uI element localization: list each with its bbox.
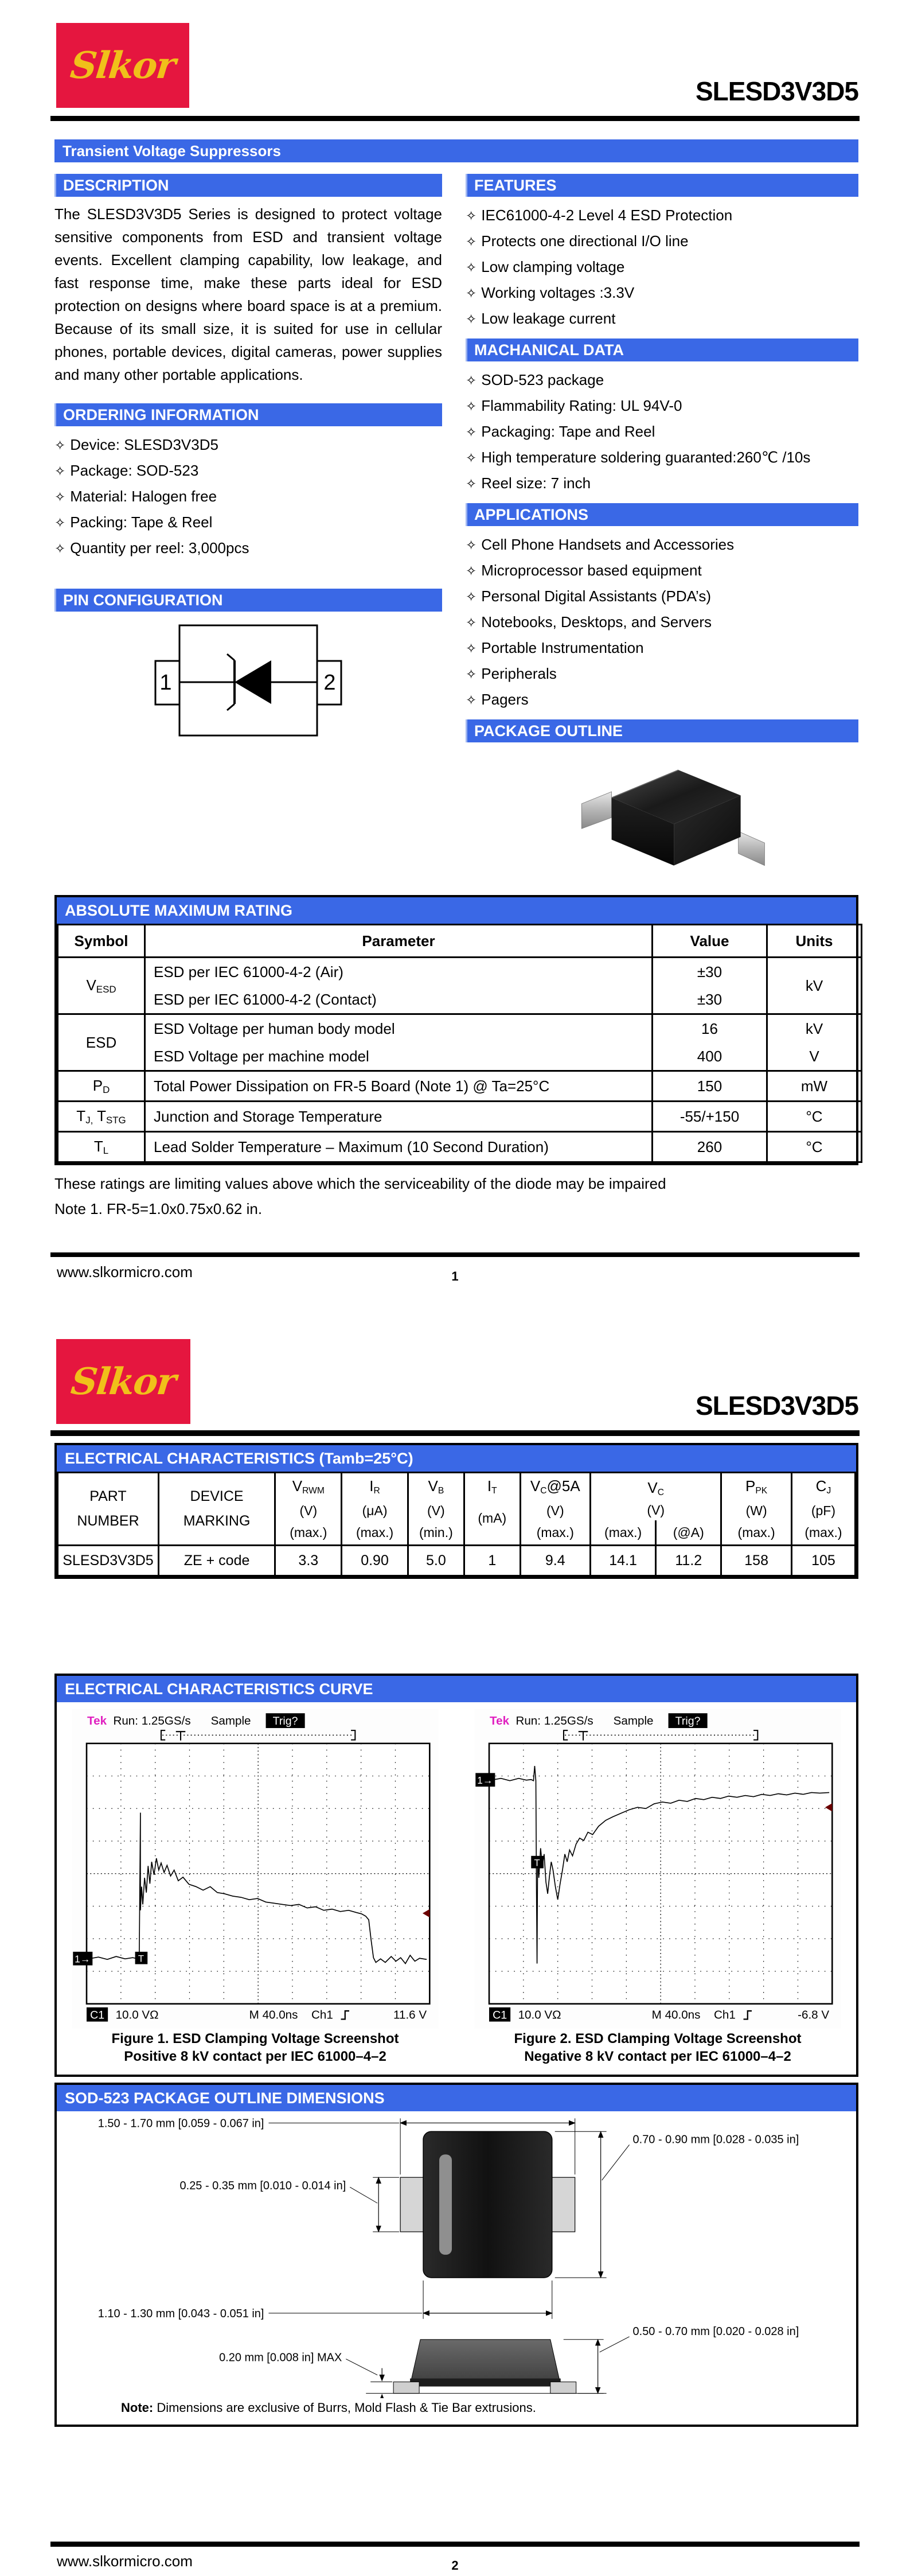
ordering-item: Device: SLESD3V3D5 bbox=[70, 436, 218, 453]
list-item bbox=[466, 280, 858, 306]
dim-standoff-label: 0.20 mm [0.008 in] MAX bbox=[219, 2351, 342, 2364]
vrwm-value: 3.3 bbox=[275, 1546, 342, 1576]
col-header-it: $I_T$ (mA) bbox=[464, 1473, 520, 1546]
dimension-leader bbox=[602, 2145, 630, 2180]
diamond-bullet-icon: ✧ bbox=[466, 692, 477, 707]
unit-cell: mW bbox=[767, 1071, 862, 1102]
dimension-leader bbox=[350, 2187, 377, 2203]
scope-run-text: Run: 1.25GS/s bbox=[515, 1714, 593, 1727]
caption-line: Figure 1. ESD Clamping Voltage Screenshot bbox=[111, 2031, 399, 2046]
value-cell: -55/+150 bbox=[653, 1102, 767, 1132]
diamond-bullet-icon: ✧ bbox=[54, 464, 66, 478]
list-item bbox=[466, 254, 858, 280]
diamond-bullet-icon: ✧ bbox=[466, 286, 477, 301]
ir-value: 0.90 bbox=[342, 1546, 408, 1576]
col-header-device-marking: DEVICE MARKING bbox=[158, 1473, 275, 1546]
description-text: The SLESD3V3D5 Series is designed to protect voltage sensitive components from ESD and transient voltage events. Excellent clamping capability, low leakage, and fast response time, make these parts ideal for ESD protection on designs where board space is at a premium. Because of its small size, it is suited for use in cellular phones, portable devices, digital cameras, power supplies and many other portable applications. bbox=[54, 205, 442, 383]
symbol-tj-tstg: $T_{J,}$ $T_{STG}$ bbox=[58, 1102, 145, 1132]
diamond-bullet-icon: ✧ bbox=[466, 476, 477, 491]
package-outline-heading: PACKAGE OUTLINE bbox=[466, 719, 858, 742]
applications-heading: APPLICATIONS bbox=[466, 503, 858, 526]
left-column bbox=[54, 174, 442, 738]
unit-cell: °C bbox=[767, 1102, 862, 1132]
list-item bbox=[466, 228, 858, 254]
mechanical-list bbox=[466, 367, 858, 496]
diamond-bullet-icon: ✧ bbox=[466, 312, 477, 326]
package-body-side-view bbox=[410, 2340, 561, 2386]
parameter-cell: Lead Solder Temperature – Maximum (10 Second Duration) bbox=[145, 1132, 653, 1162]
ordering-item: Packing: Tape & Reel bbox=[70, 513, 213, 531]
package-dimension-drawing bbox=[57, 2111, 855, 2398]
feature-item: Low leakage current bbox=[481, 310, 616, 327]
description-heading: DESCRIPTION bbox=[54, 174, 442, 197]
table-row bbox=[58, 1014, 862, 1071]
body-base-strip bbox=[410, 2379, 561, 2387]
diamond-bullet-icon: ✧ bbox=[54, 489, 66, 504]
table-row bbox=[58, 1132, 862, 1162]
note-text: Dimensions are exclusive of Burrs, Mold Flash & Tie Bar extrusions. bbox=[153, 2400, 536, 2415]
value-cell: 16 400 bbox=[653, 1014, 767, 1071]
symbol-pd: $P_D$ bbox=[58, 1071, 145, 1102]
diamond-bullet-icon: ✧ bbox=[466, 208, 477, 223]
page-title: SLESD3V3D5 bbox=[695, 76, 858, 106]
table-row bbox=[58, 1102, 862, 1132]
package-dimensions-heading: SOD-523 PACKAGE OUTLINE DIMENSIONS bbox=[57, 2085, 856, 2111]
caption-line: Positive 8 kV contact per IEC 61000–4–2 bbox=[124, 2049, 386, 2064]
col-header-vc-at-5a: $V_C@5A$ (V) (max.) bbox=[520, 1473, 591, 1546]
application-item: Notebooks, Desktops, and Servers bbox=[481, 613, 712, 631]
list-item bbox=[466, 470, 858, 496]
col-header-symbol: Symbol bbox=[58, 925, 145, 958]
list-item bbox=[466, 419, 858, 445]
parameter-cell: ESD per IEC 61000-4-2 (Air) ESD per IEC 61000-4-2 (Contact) bbox=[145, 958, 653, 1014]
application-item: Microprocessor based equipment bbox=[481, 562, 702, 579]
diamond-bullet-icon: ✧ bbox=[466, 234, 477, 249]
it-value: 1 bbox=[464, 1546, 520, 1576]
parameter-cell: ESD Voltage per human body model ESD Voltage per machine model bbox=[145, 1014, 653, 1071]
note-label: Note: bbox=[121, 2400, 154, 2415]
diamond-bullet-icon: ✧ bbox=[466, 615, 477, 630]
diamond-bullet-icon: ✧ bbox=[466, 641, 477, 656]
lead-foot-right bbox=[550, 2382, 576, 2394]
list-item bbox=[54, 535, 442, 561]
pin1-label: 1 bbox=[159, 671, 172, 695]
pin-configuration-heading: PIN CONFIGURATION bbox=[54, 589, 442, 612]
figure-2 bbox=[474, 1709, 841, 2065]
cathode-band-slot bbox=[439, 2154, 452, 2255]
diamond-bullet-icon: ✧ bbox=[466, 450, 477, 465]
symbol-esd: ESD bbox=[58, 1014, 145, 1071]
features-heading: FEATURES bbox=[466, 174, 858, 197]
volts-per-div-readout: 10.0 VΩ bbox=[115, 2008, 159, 2022]
scope-figures bbox=[57, 1702, 856, 2075]
list-item bbox=[466, 532, 858, 558]
ec-table-box bbox=[54, 1443, 858, 1579]
trigger-source-readout: Ch1 bbox=[311, 2008, 333, 2022]
list-item bbox=[466, 393, 858, 419]
value-cell: ±30 ±30 bbox=[653, 958, 767, 1014]
tek-logo-text: Tek bbox=[490, 1714, 510, 1727]
dim-side-height-label: 0.50 - 0.70 mm [0.020 - 0.028 in] bbox=[632, 2325, 799, 2338]
curves-section-box bbox=[54, 1674, 858, 2077]
applications-list bbox=[466, 532, 858, 713]
vc-max-value: 14.1 bbox=[591, 1546, 656, 1576]
diamond-bullet-icon: ✧ bbox=[466, 399, 477, 414]
ec-heading: ELECTRICAL CHARACTERISTICS (Tamb=25°C) bbox=[57, 1445, 856, 1472]
diamond-bullet-icon: ✧ bbox=[466, 667, 477, 682]
trigger-source-readout: Ch1 bbox=[713, 2008, 736, 2022]
page-title: SLESD3V3D5 bbox=[695, 1391, 858, 1421]
symbol-vesd: $V_{ESD}$ bbox=[58, 958, 145, 1014]
ordering-list bbox=[54, 432, 442, 561]
col-header-ir: $I_R$ (μA) (max.) bbox=[342, 1473, 408, 1546]
banner-transient-voltage-suppressors: Transient Voltage Suppressors bbox=[54, 139, 858, 162]
scope-mode-text: Sample bbox=[613, 1714, 654, 1727]
dim-body-width-label: 1.10 - 1.30 mm [0.043 - 0.051 in] bbox=[97, 2307, 264, 2320]
value-cell: 150 bbox=[653, 1071, 767, 1102]
amr-table bbox=[57, 924, 862, 1163]
header-rule bbox=[50, 116, 860, 121]
col-header-vrwm: $V_{RWM}$ (V) (max.) bbox=[275, 1473, 342, 1546]
header-rule bbox=[50, 1430, 860, 1436]
sod523-package-3d-image bbox=[556, 749, 768, 869]
col-header-vb: $V_B$ (V) (min.) bbox=[408, 1473, 464, 1546]
mechanical-data-heading: MACHANICAL DATA bbox=[466, 338, 858, 361]
curves-heading: ELECTRICAL CHARACTERISTICS CURVE bbox=[57, 1676, 856, 1702]
scope-mode-text: Sample bbox=[210, 1714, 251, 1727]
channel1-marker-label: 1→ bbox=[75, 1953, 91, 1965]
dimension-leader bbox=[600, 2337, 630, 2352]
list-item bbox=[466, 558, 858, 583]
diamond-bullet-icon: ✧ bbox=[466, 425, 477, 439]
slkor-logo bbox=[56, 23, 189, 108]
cj-value: 105 bbox=[791, 1546, 855, 1576]
ordering-item: Material: Halogen free bbox=[70, 488, 217, 505]
package-lead-right bbox=[738, 831, 764, 865]
list-item bbox=[54, 484, 442, 509]
scope-run-text: Run: 1.25GS/s bbox=[113, 1714, 191, 1727]
application-item: Pagers bbox=[481, 691, 529, 708]
dim-body-height-label: 0.70 - 0.90 mm [0.028 - 0.035 in] bbox=[632, 2133, 799, 2146]
col-header-parameter: Parameter bbox=[145, 925, 653, 958]
dim-total-width-label: 1.50 - 1.70 mm [0.059 - 0.067 in] bbox=[97, 2117, 264, 2130]
dimension-leader bbox=[346, 2359, 377, 2375]
ec-header-row bbox=[58, 1473, 856, 1546]
amr-table-box bbox=[54, 895, 858, 1165]
vc-at-a-value: 11.2 bbox=[656, 1546, 721, 1576]
trigger-level-readout: 11.6 V bbox=[393, 2008, 427, 2022]
col-header-vc: $V_C$ (V) (max.) (@A) bbox=[591, 1473, 721, 1546]
application-item: Peripherals bbox=[481, 665, 557, 682]
amr-heading: ABSOLUTE MAXIMUM RATING bbox=[57, 897, 856, 924]
col-header-ppk: $P_{PK}$ (W) (max.) bbox=[721, 1473, 792, 1546]
slkor-logo-text: Slkor bbox=[69, 1360, 178, 1403]
col-header-units: Units bbox=[767, 925, 862, 958]
dim-lead-width-label: 0.25 - 0.35 mm [0.010 - 0.014 in] bbox=[179, 2180, 346, 2193]
oscilloscope-screenshot-positive bbox=[72, 1709, 439, 2029]
figure-1 bbox=[72, 1709, 439, 2065]
rating-note: These ratings are limiting values above which the serviceability of the diode may be impaired bbox=[54, 1175, 666, 1192]
footnote-1: Note 1. FR-5=1.0x0.75x0.62 in. bbox=[54, 1200, 263, 1217]
value-cell: 260 bbox=[653, 1132, 767, 1162]
list-item bbox=[466, 367, 858, 393]
part-number-value: SLESD3V3D5 bbox=[58, 1546, 159, 1576]
feature-item: Protects one directional I/O line bbox=[481, 232, 689, 250]
diamond-bullet-icon: ✧ bbox=[466, 373, 477, 388]
lead-left bbox=[400, 2177, 423, 2232]
application-item: Portable Instrumentation bbox=[481, 639, 644, 656]
diamond-bullet-icon: ✧ bbox=[466, 538, 477, 552]
features-list bbox=[466, 203, 858, 332]
slkor-logo-text: Slkor bbox=[68, 44, 177, 87]
ordering-information-heading: ORDERING INFORMATION bbox=[54, 403, 442, 426]
feature-item: Low clamping voltage bbox=[481, 258, 625, 275]
package-note bbox=[121, 2400, 856, 2415]
list-item bbox=[466, 609, 858, 635]
symbol-tl: $T_L$ bbox=[58, 1132, 145, 1162]
vc5a-value: 9.4 bbox=[520, 1546, 591, 1576]
volts-per-div-readout: 10.0 VΩ bbox=[518, 2008, 561, 2022]
slkor-logo bbox=[56, 1339, 190, 1424]
figure-1-caption bbox=[72, 2030, 439, 2065]
mechanical-item: Flammability Rating: UL 94V-0 bbox=[481, 397, 682, 414]
oscilloscope-screenshot-negative bbox=[474, 1709, 841, 2029]
list-item bbox=[466, 445, 858, 470]
unit-cell: kV V bbox=[767, 1014, 862, 1071]
timebase-readout: M 40.0ns bbox=[249, 2008, 298, 2022]
ppk-value: 158 bbox=[721, 1546, 792, 1576]
ec-data-row bbox=[58, 1546, 856, 1576]
diamond-bullet-icon: ✧ bbox=[466, 260, 477, 275]
list-item bbox=[54, 432, 442, 458]
caption-line: Figure 2. ESD Clamping Voltage Screenshot bbox=[514, 2031, 802, 2046]
lead-foot-left bbox=[393, 2382, 419, 2394]
list-item bbox=[466, 203, 858, 228]
feature-item: Working voltages :3.3V bbox=[481, 284, 635, 301]
list-item bbox=[54, 458, 442, 484]
datasheet-page-2 bbox=[0, 1288, 910, 2576]
footer-rule bbox=[50, 1252, 860, 1257]
device-marking-value: ZE + code bbox=[158, 1546, 275, 1576]
mechanical-item: Reel size: 7 inch bbox=[481, 474, 591, 492]
list-item bbox=[466, 583, 858, 609]
table-row bbox=[58, 1071, 862, 1102]
electrical-characteristics-section bbox=[54, 1443, 858, 1579]
caption-line: Negative 8 kV contact per IEC 61000–4–2 bbox=[524, 2049, 791, 2064]
channel1-readout-label: C1 bbox=[90, 2009, 105, 2022]
list-item bbox=[54, 509, 442, 535]
trigger-point-label: T bbox=[138, 1954, 144, 1964]
page-number: 2 bbox=[451, 2558, 459, 2573]
trigger-point-label: T bbox=[534, 1858, 540, 1869]
trig-badge-text: Trig? bbox=[675, 1714, 701, 1727]
table-header-row bbox=[58, 925, 862, 958]
mechanical-item: High temperature soldering guaranted:260℃ /10s bbox=[481, 449, 811, 466]
list-item bbox=[466, 635, 858, 661]
ordering-item: Quantity per reel: 3,000pcs bbox=[70, 539, 249, 557]
trigger-level-readout: -6.8 V bbox=[798, 2008, 830, 2022]
absolute-maximum-rating-section bbox=[54, 895, 858, 1221]
table-row bbox=[58, 958, 862, 1014]
diamond-bullet-icon: ✧ bbox=[466, 589, 477, 604]
package-lead-left bbox=[581, 792, 611, 828]
list-item bbox=[466, 687, 858, 713]
col-header-part-number: PART NUMBER bbox=[58, 1473, 159, 1546]
trig-badge-text: Trig? bbox=[272, 1714, 298, 1727]
application-item: Cell Phone Handsets and Accessories bbox=[481, 536, 735, 553]
diamond-bullet-icon: ✧ bbox=[54, 541, 66, 556]
channel1-readout-label: C1 bbox=[493, 2009, 507, 2022]
parameter-cell: Junction and Storage Temperature bbox=[145, 1102, 653, 1132]
diamond-bullet-icon: ✧ bbox=[54, 438, 66, 453]
amr-notes bbox=[54, 1171, 858, 1221]
pin-configuration-diagram bbox=[128, 621, 369, 738]
list-item bbox=[466, 661, 858, 687]
timebase-readout: M 40.0ns bbox=[651, 2008, 701, 2022]
diamond-bullet-icon: ✧ bbox=[466, 563, 477, 578]
channel1-marker-label: 1→ bbox=[477, 1774, 493, 1786]
feature-item: IEC61000-4-2 Level 4 ESD Protection bbox=[481, 207, 733, 224]
lead-right bbox=[552, 2177, 575, 2232]
unit-cell: °C bbox=[767, 1132, 862, 1162]
vb-value: 5.0 bbox=[408, 1546, 464, 1576]
page-number: 1 bbox=[451, 1269, 459, 1283]
mechanical-item: Packaging: Tape and Reel bbox=[481, 423, 655, 440]
col-header-cj: $C_J$ (pF) (max.) bbox=[791, 1473, 855, 1546]
tek-logo-text: Tek bbox=[87, 1714, 107, 1727]
list-item bbox=[466, 306, 858, 332]
diamond-bullet-icon: ✧ bbox=[54, 515, 66, 530]
right-column bbox=[466, 174, 858, 869]
pin2-label: 2 bbox=[323, 671, 336, 695]
col-header-value: Value bbox=[653, 925, 767, 958]
package-dimensions-box bbox=[54, 2083, 858, 2427]
figure-2-caption bbox=[474, 2030, 841, 2065]
ec-table bbox=[57, 1472, 856, 1577]
mechanical-item: SOD-523 package bbox=[481, 371, 604, 388]
footer-url: www.slkormicro.com bbox=[57, 2552, 193, 2570]
ordering-item: Package: SOD-523 bbox=[70, 462, 199, 479]
application-item: Personal Digital Assistants (PDA’s) bbox=[481, 587, 712, 605]
footer-url: www.slkormicro.com bbox=[57, 1263, 193, 1281]
unit-cell: kV bbox=[767, 958, 862, 1014]
parameter-cell: Total Power Dissipation on FR-5 Board (Note 1) @ Ta=25°C bbox=[145, 1071, 653, 1102]
footer-rule bbox=[50, 2542, 860, 2547]
